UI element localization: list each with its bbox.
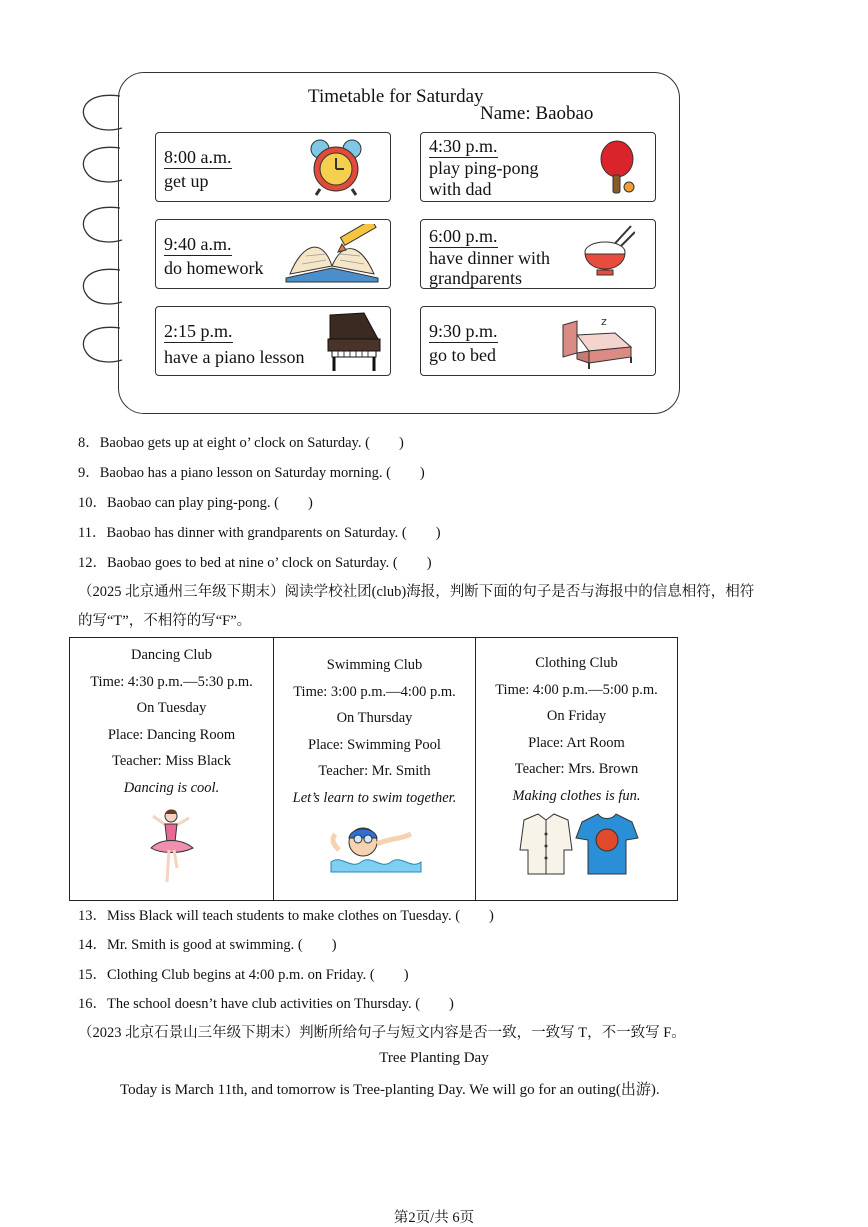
book-and-pencil-icon (282, 224, 384, 284)
timetable-card (155, 219, 391, 289)
club-teacher: Teacher: Miss Black (112, 753, 231, 769)
club-place: Place: Art Room (528, 734, 625, 751)
swimmer-icon (327, 814, 423, 878)
club-name: Clothing Club (535, 655, 618, 671)
story-text: Today is March 11th, and tomorrow is Tree-planting Day. We will go for an outing(出游). (120, 1082, 660, 1098)
section-instruction: （2023 北京石景山三年级下期末）判断所给句子与短文内容是否一致，一致写 T，不一致写 F。 (78, 1025, 686, 1041)
club-time: Time: 4:30 p.m.—5:30 p.m. (90, 673, 253, 690)
club-day: On Tuesday (136, 700, 207, 716)
club-day: On Friday (546, 708, 607, 724)
notebook-rings-icon (78, 88, 138, 388)
question-item: 14．Mr. Smith is good at swimming. ( ) (78, 937, 337, 953)
timetable-name: Name: Baobao (480, 103, 594, 124)
shirt-and-tshirt-icon (514, 810, 640, 878)
card-activity: with dad (429, 179, 492, 199)
card-activity: get up (164, 171, 209, 191)
club-slogan: Let’s learn to swim together. (292, 789, 457, 806)
section-instruction: （2025 北京通州三年级下期末）阅读学校社团(club)海报，判断下面的句子是否与海报中的信息相符，相符 (78, 584, 755, 600)
timetable-card (420, 306, 656, 376)
club-slogan: Making clothes is fun. (512, 787, 641, 804)
club-slogan: Dancing is cool. (123, 779, 220, 796)
club-place: Place: Swimming Pool (308, 736, 441, 753)
story-title: Tree Planting Day (379, 1050, 489, 1066)
card-activity: have a piano lesson (164, 347, 305, 367)
club-cell-swimming (274, 638, 476, 900)
question-item: 9．Baobao has a piano lesson on Saturday morning. ( ) (78, 465, 425, 481)
question-item: 11．Baobao has dinner with grandparents on Saturday. ( ) (78, 525, 441, 541)
page-number: 第2页/共 6页 (393, 1210, 475, 1226)
timetable-card (420, 219, 656, 289)
timetable-card (420, 132, 656, 202)
timetable-card (155, 306, 391, 376)
alarm-clock-icon (306, 137, 366, 197)
svg-text:z: z (601, 315, 607, 328)
club-day: On Thursday (336, 710, 413, 726)
club-teacher: Teacher: Mr. Smith (318, 763, 431, 779)
card-activity: go to bed (429, 345, 496, 365)
club-name: Dancing Club (131, 647, 212, 663)
card-time: 8:00 a.m. (164, 147, 232, 167)
question-item: 12．Baobao goes to bed at nine o’ clock on Saturday. ( ) (78, 555, 432, 571)
timetable-card (155, 132, 391, 202)
card-activity: play ping-pong (429, 158, 539, 178)
bed-icon (559, 313, 637, 371)
card-time: 6:00 p.m. (429, 226, 498, 246)
club-time: Time: 4:00 p.m.—5:00 p.m. (495, 681, 658, 698)
club-cell-clothing (476, 638, 677, 900)
card-time: 9:40 a.m. (164, 234, 232, 254)
question-item: 13．Miss Black will teach students to make clothes on Tuesday. ( ) (78, 908, 494, 924)
card-time: 2:15 p.m. (164, 321, 233, 341)
piano-icon (324, 309, 384, 373)
card-time: 9:30 p.m. (429, 321, 498, 341)
timetable-title: Timetable for Saturday (308, 86, 484, 107)
clubs-poster-table (69, 637, 678, 901)
ping-pong-paddle-icon (593, 139, 643, 197)
card-activity: have dinner with (429, 248, 550, 268)
ballerina-icon (147, 808, 197, 886)
club-cell-dancing (70, 638, 274, 900)
club-time: Time: 3:00 p.m.—4:00 p.m. (293, 683, 456, 700)
rice-bowl-icon (581, 224, 635, 282)
question-item: 15．Clothing Club begins at 4:00 p.m. on Friday. ( ) (78, 967, 409, 983)
club-name: Swimming Club (326, 657, 423, 673)
card-activity: grandparents (429, 268, 522, 288)
question-item: 16．The school doesn’t have club activities on Thursday. ( ) (78, 996, 454, 1012)
card-time: 4:30 p.m. (429, 136, 498, 156)
card-activity: do homework (164, 258, 264, 278)
question-item: 8．Baobao gets up at eight o’ clock on Saturday. ( ) (78, 435, 404, 451)
section-instruction: 的写“T”，不相符的写“F”。 (78, 613, 252, 629)
club-place: Place: Dancing Room (107, 726, 236, 743)
club-teacher: Teacher: Mrs. Brown (514, 761, 639, 777)
question-item: 10．Baobao can play ping-pong. ( ) (78, 495, 313, 511)
